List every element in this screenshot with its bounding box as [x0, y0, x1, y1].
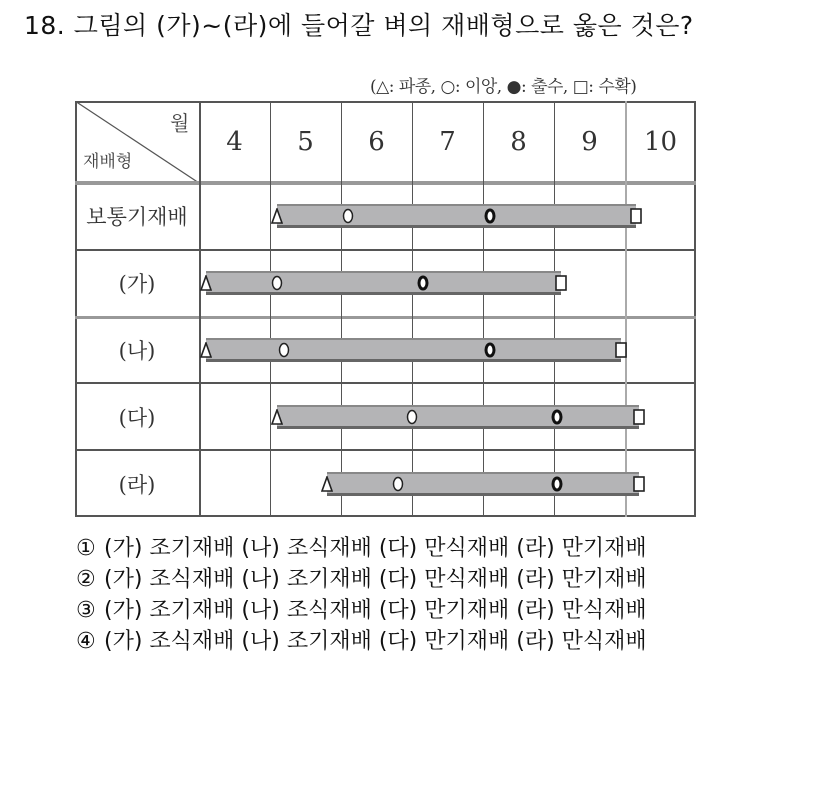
answer-options [76, 534, 756, 658]
grid-line [412, 101, 413, 517]
option-number: ② [76, 567, 96, 592]
grid-line [75, 101, 696, 103]
schedule-bar [206, 271, 561, 295]
row-label: (다) [118, 405, 156, 430]
row-label: (라) [118, 472, 156, 497]
option-number: ③ [76, 598, 96, 623]
option-number: ④ [76, 629, 96, 654]
grid-line [75, 101, 77, 517]
grid-line [483, 101, 484, 517]
option-number: ① [76, 536, 96, 561]
harvest-square-icon [615, 342, 627, 358]
transplant-circle-icon [392, 476, 404, 492]
grid-line [75, 249, 696, 251]
option-text: (가) 조식재배 (나) 조기재배 (다) 만기재배 (라) 만식재배 [104, 629, 647, 654]
chart-legend: (△: 파종, ○: 이앙, ●: 출수, □: 수확) [370, 77, 637, 97]
corner-header-month: 월 [170, 111, 190, 135]
option-text: (가) 조기재배 (나) 조식재배 (다) 만식재배 (라) 만기재배 [104, 536, 647, 561]
sowing-triangle-icon [321, 476, 333, 492]
transplant-circle-icon [271, 275, 283, 291]
transplant-circle-icon [406, 409, 418, 425]
month-header: 8 [510, 127, 527, 157]
month-header: 4 [226, 127, 243, 157]
heading-bold-circle-icon [551, 409, 563, 425]
grid-line [75, 316, 696, 319]
grid-line [75, 181, 696, 185]
grid-line [270, 101, 271, 517]
heading-bold-circle-icon [551, 476, 563, 492]
question-number: 18. [24, 11, 66, 40]
cultivation-schedule-chart [75, 101, 696, 517]
grid-line [694, 101, 696, 517]
month-header: 9 [581, 127, 598, 157]
schedule-bar [277, 204, 636, 228]
option-text: (가) 조기재배 (나) 조식재배 (다) 만기재배 (라) 만식재배 [104, 598, 647, 623]
sowing-triangle-icon [200, 342, 212, 358]
question-text: 그림의 (가)~(라)에 들어갈 벼의 재배형으로 옳은 것은? [73, 11, 694, 40]
grid-line [199, 101, 201, 517]
row-label: (가) [118, 272, 156, 297]
row-label: 보통기재배 [86, 205, 188, 230]
grid-line [75, 382, 696, 384]
grid-line [75, 515, 696, 517]
schedule-bar [206, 338, 621, 362]
month-header: 10 [643, 127, 678, 157]
corner-header-type: 재배형 [83, 152, 133, 172]
grid-line [75, 449, 696, 451]
schedule-bar [327, 472, 639, 496]
sowing-triangle-icon [271, 409, 283, 425]
grid-line [625, 101, 627, 517]
schedule-bar [277, 405, 639, 429]
harvest-square-icon [630, 208, 642, 224]
month-header: 5 [297, 127, 314, 157]
month-header: 6 [368, 127, 385, 157]
grid-line [341, 101, 342, 517]
option-2[interactable] [76, 565, 756, 595]
transplant-circle-icon [342, 208, 354, 224]
sowing-triangle-icon [200, 275, 212, 291]
month-header: 7 [439, 127, 456, 157]
option-text: (가) 조식재배 (나) 조기재배 (다) 만식재배 (라) 만기재배 [104, 567, 647, 592]
transplant-circle-icon [278, 342, 290, 358]
row-label: (나) [118, 339, 156, 363]
option-1[interactable] [76, 534, 756, 564]
heading-bold-circle-icon [484, 342, 496, 358]
heading-bold-circle-icon [484, 208, 496, 224]
harvest-square-icon [555, 275, 567, 291]
heading-bold-circle-icon [417, 275, 429, 291]
harvest-square-icon [633, 476, 645, 492]
option-4[interactable] [76, 627, 756, 657]
grid-line [554, 101, 555, 517]
option-3[interactable] [76, 596, 756, 626]
sowing-triangle-icon [271, 208, 283, 224]
harvest-square-icon [633, 409, 645, 425]
question-stem [24, 6, 694, 42]
